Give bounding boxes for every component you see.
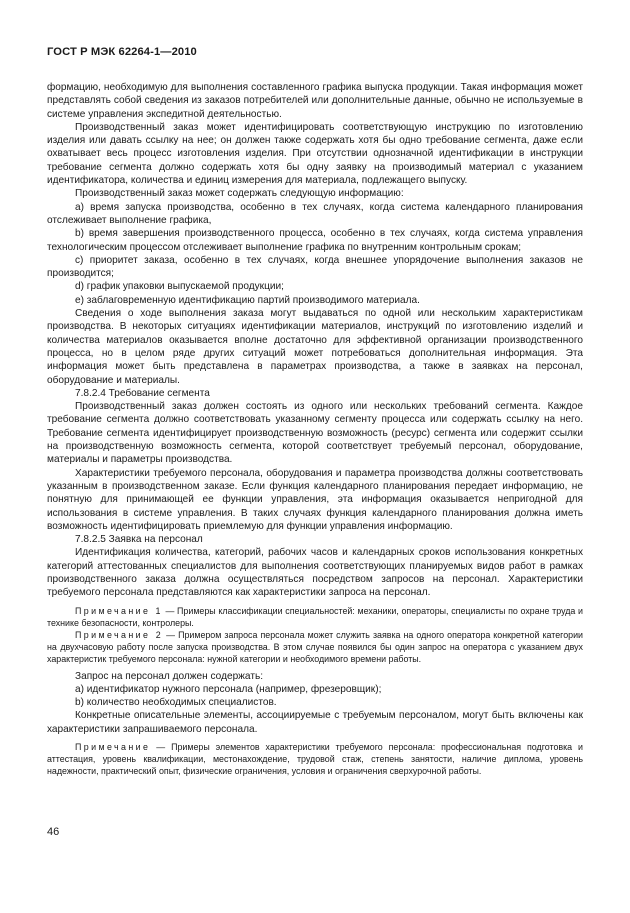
note-text: — Примеры классификации специальностей: механики, операторы, специалисты по охране труда и технике безопасности, контролеры. xyxy=(47,605,583,628)
list-item: a) время запуска производства, особенно в тех случаях, когда система календарного планирования отслеживает выполнение графика, xyxy=(47,201,583,226)
page-number: 46 xyxy=(47,826,60,838)
list-item: e) заблаговременную идентификацию партий производимого материала. xyxy=(75,294,420,306)
note-label: Примечание 2 xyxy=(75,629,164,640)
list-item: b) количество необходимых специалистов. xyxy=(75,697,277,709)
note-label: Примечание xyxy=(75,742,151,753)
paragraph: Производственный заказ может идентифицировать соответствующую инструкцию по изготовлению изделия или давать ссылку на нее; он должен также содержать хотя бы одно требование сегмента, даже если охватывает весь процесс изготовления изделия. При отсутствии однозначной идентификации в инструкции требование сегмента должно содержать хотя бы одну заявку на производимый материал с указанием идентификатора, количества и единиц измерения для материала, подлежащего выпуску. xyxy=(47,121,583,187)
paragraph: Конкретные описательные элементы, ассоциируемые с требуемым персоналом, могут быть включены как характеристики запрашиваемого персонала. xyxy=(47,710,583,735)
section-heading: 7.8.2.5 Заявка на персонал xyxy=(75,534,203,546)
note xyxy=(47,629,583,665)
list-item: a) идентификатор нужного персонала (например, фрезеровщик); xyxy=(75,683,382,695)
note-text: — Примеры элементов характеристики требуемого персонала: профессиональная подготовка и аттестация, уровень квалификации, местонахождение, трудовой стаж, степень занятости, наличие диплома, уровень надежности, практический опыт, физические ограничения, условия и ограничения сверхурочной работы. xyxy=(47,742,583,777)
paragraph: Сведения о ходе выполнения заказа могут выдаваться по одной или нескольким характеристикам производства. В некоторых ситуациях идентификации материалов, инструкций по изготовлению изделий и количества материалов оказывается вполне достаточно для эффективной организации производственного процесса, но в целом ряде других ситуаций может потребоваться дополнительная информация. Эта информация может быть представлена в параметрах производства, а также в заявках на персонал, оборудование и материалы. xyxy=(47,308,583,386)
section-heading: 7.8.2.4 Требование сегмента xyxy=(75,387,210,399)
paragraph: Производственный заказ должен состоять из одного или нескольких требований сегмента. Каждое требование сегмента должно соответствовать указанному сегменту процесса или содержать ссылку на него. Требование сегмента идентифицирует производственную возможность (ресурс) сегмента или содержит ссылки на производственную возможность сегмента, которой соответствует требуемый персонал, оборудование, материалы и параметры производства. xyxy=(47,401,583,466)
list-item: b) время завершения производственного процесса, особенно в тех случаях, когда система управления технологическим процессом отслеживает выполнение графика по внутренним контрольным срокам; xyxy=(47,228,583,253)
paragraph: Характеристики требуемого персонала, оборудования и параметра производства должны соответствовать указанным в производственном заказе. Если функция календарного планирования передает информацию, не понятную для принимающей ее функции управления, эта информация оказывается непригодной для использования в системе управления. В таких случаях функция календарного планирования должна иметь возможность идентифицировать приемлемую для функции управления информацию. xyxy=(47,467,583,532)
document-header: ГОСТ Р МЭК 62264-1—2010 xyxy=(47,46,197,58)
list-item: c) приоритет заказа, особенно в тех случаях, когда внешнее упорядочение выполнения заказов не производится; xyxy=(47,254,583,280)
note xyxy=(47,605,583,629)
paragraph: формацию, необходимую для выполнения составленного графика выпуска продукции. Такая информация может представлять собой сведения из заказов потребителей или дополнительные данные, обычно не используемые в системе управления экспедитной деятельностью. xyxy=(47,82,583,120)
list-item: d) график упаковки выпускаемой продукции; xyxy=(75,281,284,293)
note-label: Примечание 1 xyxy=(75,605,163,616)
paragraph: Идентификация количества, категорий, рабочих часов и календарных сроков использования конкретных категорий аттестованных специалистов для выполнения соответствующих планируемых видов работ в рамках производственного заказа должна осуществляться посредством запросов на персонал. Характеристики требуемого персонала представляются как характеристики запроса на персонал. xyxy=(47,547,583,599)
note-text: — Примером запроса персонала может служить заявка на одного оператора конкретной категории на двухчасовую работу после запуска производства. В этом случае появился бы один запрос на оператора с указанием двух характеристик требуемого персонала: нужной категории и необходимого времени работы. xyxy=(47,629,583,664)
main-text xyxy=(47,81,583,600)
note xyxy=(47,741,583,777)
document-page xyxy=(47,46,583,777)
paragraph: Запрос на персонал должен содержать: xyxy=(75,670,264,682)
paragraph: Производственный заказ может содержать следующую информацию: xyxy=(75,188,404,200)
request-text xyxy=(47,670,583,736)
